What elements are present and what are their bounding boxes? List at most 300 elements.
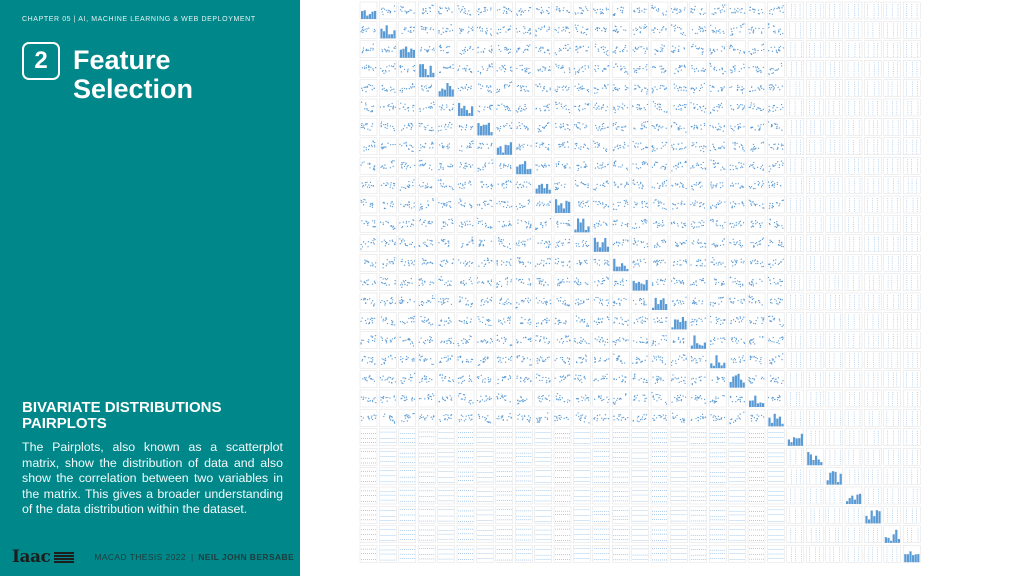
cell-frame [573,41,590,58]
pairplot-cell [670,196,687,213]
scatter-point [401,145,402,146]
pairplot-cell [670,157,687,174]
scatter-point [646,47,647,48]
scatter-point [542,71,543,72]
scatter-point [400,6,401,7]
scatter-point [703,106,704,107]
scatter-point [601,168,602,169]
scatter-point [467,89,468,90]
scatter-point [769,171,770,172]
scatter-point [479,246,480,247]
scatter-point [620,147,621,148]
pairplot-cell [379,254,396,271]
scatter-point [587,187,588,188]
scatter-point [712,125,713,126]
scatter-point [773,86,774,87]
scatter-point [741,165,742,166]
scatter-point [780,34,781,35]
pairplot-cell [612,21,629,38]
scatter-point [652,7,653,8]
scatter-point [752,49,753,50]
scatter-point [769,13,770,14]
scatter-point [408,30,409,31]
scatter-point [561,243,562,244]
scatter-point [718,123,719,124]
scatter-point [497,9,498,10]
scatter-point [783,246,784,247]
scatter-point [642,201,643,202]
scatter-point [440,163,441,164]
scatter-point [581,182,582,183]
scatter-point [656,246,657,247]
scatter-point [469,221,470,222]
scatter-point [740,25,741,26]
histogram-bar [549,190,551,194]
pairplot-cell [767,99,784,116]
scatter-point [548,246,549,247]
pairplot-cell [806,99,823,116]
scatter-point [739,221,740,222]
scatter-point [598,145,599,146]
scatter-point [384,208,385,209]
scatter-point [724,46,725,47]
cell-frame [845,196,862,213]
scatter-point [698,70,699,71]
scatter-point [468,26,469,27]
scatter-point [717,129,718,130]
scatter-point [500,51,501,52]
scatter-point [730,165,731,166]
scatter-point [654,7,655,8]
scatter-point [663,14,664,15]
scatter-point [632,182,633,183]
scatter-point [734,143,735,144]
scatter-point [661,49,662,50]
scatter-point [672,147,673,148]
cell-frame [399,2,416,19]
scatter-point [584,127,585,128]
scatter-point [483,109,484,110]
scatter-point [433,199,434,200]
scatter-point [460,162,461,163]
scatter-point [660,224,661,225]
scatter-point [402,90,403,91]
pairplot-cell [845,157,862,174]
scatter-point [521,108,522,109]
scatter-point [491,206,492,207]
scatter-point [582,86,583,87]
scatter-point [470,88,471,89]
scatter-point [409,265,410,266]
scatter-point [694,107,695,108]
scatter-point [567,163,568,164]
cell-frame [593,157,610,174]
scatter-point [613,30,614,31]
scatter-point [445,67,446,68]
pairplot-cell [535,196,552,213]
pairplot-cell [903,157,920,174]
scatter-point [583,147,584,148]
scatter-point [735,203,736,204]
scatter-point [402,226,403,227]
scatter-point [757,71,758,72]
scatter-point [406,145,407,146]
scatter-point [718,8,719,9]
scatter-point [538,51,539,52]
scatter-point [773,89,774,90]
scatter-point [562,164,563,165]
scatter-point [768,245,769,246]
scatter-point [710,206,711,207]
scatter-point [722,227,723,228]
scatter-point [446,68,447,69]
scatter-point [762,203,763,204]
scatter-point [440,167,441,168]
scatter-point [616,220,617,221]
scatter-point [753,9,754,10]
pairplot-cell [651,21,668,38]
scatter-point [586,34,587,35]
scatter-point [719,32,720,33]
scatter-point [731,31,732,32]
scatter-point [503,221,504,222]
scatter-point [439,72,440,73]
scatter-point [696,68,697,69]
scatter-point [445,7,446,8]
scatter-point [362,127,363,128]
scatter-point [733,130,734,131]
scatter-point [430,130,431,131]
scatter-point [443,109,444,110]
scatter-point [541,13,542,14]
scatter-point [776,50,777,51]
scatter-point [507,30,508,31]
pairplot-cell [535,80,552,97]
pairplot-cell [360,2,377,19]
scatter-point [411,10,412,11]
pairplot-cell [903,21,920,38]
scatter-point [712,31,713,32]
scatter-point [584,65,585,66]
histogram-bar [568,202,570,213]
pairplot-cell [884,138,901,155]
scatter-point [388,47,389,48]
scatter-point [771,68,772,69]
scatter-point [472,126,473,127]
scatter-point [713,185,714,186]
scatter-point [447,224,448,225]
pairplot-cell [379,80,396,97]
scatter-point [370,182,371,183]
scatter-point [735,167,736,168]
scatter-point [466,124,467,125]
cell-frame [535,60,552,77]
scatter-point [642,223,643,224]
scatter-point [614,162,615,163]
scatter-point [638,47,639,48]
scatter-point [718,90,719,91]
scatter-point [605,29,606,30]
scatter-point [600,185,601,186]
scatter-point [603,123,604,124]
scatter-point [578,243,579,244]
scatter-point [692,142,693,143]
scatter-point [560,146,561,147]
scatter-point [439,13,440,14]
scatter-point [643,148,644,149]
scatter-point [444,205,445,206]
scatter-point [603,27,604,28]
scatter-point [656,108,657,109]
scatter-point [568,223,569,224]
cell-frame [709,2,726,19]
cell-frame [476,21,493,38]
scatter-point [559,48,560,49]
scatter-point [562,89,563,90]
scatter-point [369,187,370,188]
pairplot-cell [438,41,455,58]
pairplot-cell [379,2,396,19]
scatter-point [461,129,462,130]
histogram-bar [366,16,368,19]
scatter-point [600,11,601,12]
cell-frame [418,215,435,232]
scatter-point [600,225,601,226]
scatter-point [641,123,642,124]
scatter-point [614,163,615,164]
scatter-point [430,223,431,224]
scatter-point [484,106,485,107]
scatter-point [719,129,720,130]
scatter-point [465,10,466,11]
scatter-point [540,86,541,87]
scatter-point [407,165,408,166]
pairplot-cell [903,196,920,213]
scatter-point [394,243,395,244]
scatter-point [633,141,634,142]
scatter-point [587,104,588,105]
scatter-point [460,183,461,184]
pairplot-cell [903,177,920,194]
scatter-point [618,166,619,167]
scatter-point [477,204,478,205]
scatter-point [656,148,657,149]
scatter-point [597,184,598,185]
cell-frame [632,21,649,38]
scatter-point [485,10,486,11]
scatter-point [537,69,538,70]
scatter-point [742,24,743,25]
pairplot-cell [826,99,843,116]
scatter-point [539,201,540,202]
pairplot-cell [573,60,590,77]
scatter-point [644,247,645,248]
scatter-point [633,29,634,30]
scatter-point [762,170,763,171]
pairplot-cell [826,138,843,155]
scatter-point [605,68,606,69]
scatter-point [483,52,484,53]
scatter-point [720,187,721,188]
pairplot-cell [826,157,843,174]
scatter-point [391,261,392,262]
scatter-point [737,90,738,91]
scatter-point [549,28,550,29]
scatter-point [389,109,390,110]
scatter-point [716,204,717,205]
scatter-point [523,144,524,145]
scatter-point [560,50,561,51]
scatter-point [443,241,444,242]
scatter-point [431,241,432,242]
scatter-point [524,245,525,246]
scatter-point [752,108,753,109]
scatter-point [677,27,678,28]
scatter-point [603,207,604,208]
pairplot-cell [379,138,396,155]
scatter-point [363,146,364,147]
pairplot-cell [554,196,571,213]
scatter-point [374,165,375,166]
scatter-point [426,207,427,208]
scatter-point [526,69,527,70]
scatter-point [542,9,543,10]
scatter-point [694,89,695,90]
scatter-point [639,10,640,11]
scatter-point [763,67,764,68]
scatter-point [467,224,468,225]
pairplot-cell [496,215,513,232]
scatter-point [678,245,679,246]
scatter-point [482,169,483,170]
scatter-point [544,243,545,244]
scatter-point [645,162,646,163]
scatter-point [488,91,489,92]
pairplot-cell [554,118,571,135]
scatter-point [385,49,386,50]
scatter-point [563,86,564,87]
scatter-point [363,125,364,126]
scatter-point [427,51,428,52]
scatter-point [438,242,439,243]
scatter-point [733,28,734,29]
scatter-point [685,225,686,226]
scatter-point [498,240,499,241]
scatter-point [440,45,441,46]
scatter-point [741,90,742,91]
scatter-point [442,147,443,148]
scatter-point [743,205,744,206]
scatter-point [637,85,638,86]
scatter-point [774,144,775,145]
pairplot-cell [826,196,843,213]
scatter-point [692,202,693,203]
scatter-point [718,128,719,129]
scatter-point [519,125,520,126]
scatter-point [411,224,412,225]
scatter-point [778,31,779,32]
pairplot-cell [826,2,843,19]
scatter-point [775,124,776,125]
scatter-point [429,147,430,148]
scatter-point [576,46,577,47]
pairplot-cell [496,41,513,58]
scatter-point [443,183,444,184]
scatter-point [596,103,597,104]
scatter-point [720,245,721,246]
scatter-point [386,185,387,186]
scatter-point [486,184,487,185]
scatter-point [736,222,737,223]
scatter-point [770,219,771,220]
pairplot-cell [651,99,668,116]
scatter-point [491,145,492,146]
scatter-point [715,127,716,128]
scatter-point [647,104,648,105]
cell-frame [593,138,610,155]
scatter-point [615,124,616,125]
scatter-point [539,144,540,145]
scatter-point [720,225,721,226]
scatter-point [625,201,626,202]
scatter-point [429,46,430,47]
scatter-point [408,221,409,222]
pairplot-cell [515,196,532,213]
scatter-point [628,184,629,185]
scatter-point [772,14,773,15]
scatter-point [504,85,505,86]
scatter-point [461,150,462,151]
cell-frame [379,196,396,213]
scatter-point [365,182,366,183]
scatter-point [462,226,463,227]
scatter-point [680,242,681,243]
scatter-point [776,126,777,127]
pairplot-cell [651,2,668,19]
scatter-point [519,149,520,150]
scatter-point [399,108,400,109]
scatter-point [525,32,526,33]
pairplot-cell [806,177,823,194]
scatter-point [443,203,444,204]
pairplot-cell [476,196,493,213]
scatter-point [740,225,741,226]
scatter-point [387,143,388,144]
histogram-bar [507,145,509,155]
pairplot-cell [903,41,920,58]
scatter-point [563,27,564,28]
scatter-point [606,88,607,89]
cell-frame [573,21,590,38]
scatter-point [681,143,682,144]
subsection-title: BIVARIATE DISTRIBUTIONS PAIRPLOTS [22,399,222,432]
scatter-point [763,237,764,238]
scatter-point [678,90,679,91]
scatter-point [400,65,401,66]
scatter-point [401,167,402,168]
scatter-point [758,71,759,72]
scatter-point [578,202,579,203]
scatter-point [497,70,498,71]
scatter-point [393,89,394,90]
scatter-point [408,260,409,261]
scatter-point [641,128,642,129]
scatter-point [384,164,385,165]
scatter-point [411,145,412,146]
scatter-point [525,221,526,222]
cell-frame [593,21,610,38]
scatter-point [440,179,441,180]
